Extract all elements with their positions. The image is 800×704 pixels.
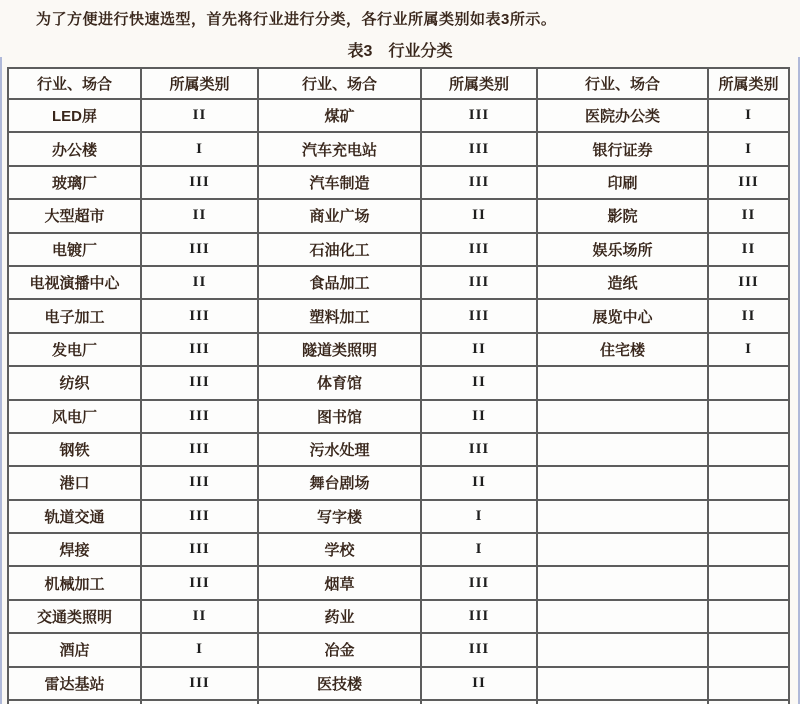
category-cell: III	[141, 366, 258, 399]
industry-cell: 学校	[258, 533, 421, 566]
industry-cell: 冶金	[258, 633, 421, 666]
header-industry-1: 行业、场合	[8, 68, 141, 99]
category-cell: II	[421, 199, 537, 232]
industry-cell: 展览中心	[537, 299, 708, 332]
table-row	[8, 633, 789, 666]
category-cell: III	[421, 132, 537, 165]
industry-cell: 印刷	[537, 166, 708, 199]
industry-classification-table	[7, 67, 790, 704]
category-cell	[708, 500, 789, 533]
industry-cell: 纺织	[8, 366, 141, 399]
industry-cell: 电子加工	[8, 299, 141, 332]
industry-cell: 商业广场	[258, 199, 421, 232]
industry-cell: 娱乐场所	[537, 233, 708, 266]
industry-cell: 交通类照明	[8, 600, 141, 633]
category-cell	[141, 700, 258, 704]
category-cell	[708, 533, 789, 566]
industry-cell	[537, 600, 708, 633]
industry-cell	[537, 466, 708, 499]
table-row	[8, 233, 789, 266]
category-cell	[708, 667, 789, 700]
left-edge-line	[0, 57, 2, 704]
industry-cell	[537, 533, 708, 566]
intro-paragraph: 为了方便进行快速选型，首先将行业进行分类，各行业所属类别如表3所示。	[36, 11, 557, 28]
industry-cell	[537, 633, 708, 666]
table-row	[8, 132, 789, 165]
category-cell: III	[421, 566, 537, 599]
category-cell	[708, 466, 789, 499]
industry-cell: 造纸	[537, 266, 708, 299]
table-row	[8, 600, 789, 633]
industry-cell: 体育馆	[258, 366, 421, 399]
industry-cell: 影院	[537, 199, 708, 232]
industry-cell: 电视演播中心	[8, 266, 141, 299]
category-cell	[708, 633, 789, 666]
industry-cell: 煤矿	[258, 99, 421, 132]
table-row	[8, 366, 789, 399]
category-cell: III	[141, 566, 258, 599]
category-cell: I	[421, 500, 537, 533]
category-cell: II	[421, 333, 537, 366]
category-cell: III	[141, 233, 258, 266]
industry-cell	[537, 366, 708, 399]
category-cell: II	[421, 466, 537, 499]
industry-cell: 烟草	[258, 566, 421, 599]
category-cell: III	[141, 500, 258, 533]
table-row	[8, 166, 789, 199]
header-category-1: 所属类别	[141, 68, 258, 99]
industry-cell	[537, 667, 708, 700]
category-cell: II	[421, 667, 537, 700]
category-cell: III	[708, 166, 789, 199]
industry-cell: 医院办公类	[537, 99, 708, 132]
category-cell	[708, 566, 789, 599]
category-cell: III	[421, 433, 537, 466]
industry-cell	[537, 400, 708, 433]
category-cell: II	[421, 400, 537, 433]
table-row	[8, 466, 789, 499]
industry-cell	[537, 700, 708, 704]
industry-cell: 隧道类照明	[258, 333, 421, 366]
industry-cell: 办公楼	[8, 132, 141, 165]
category-cell: III	[421, 633, 537, 666]
table-row	[8, 500, 789, 533]
industry-cell: 塑料加工	[258, 299, 421, 332]
industry-cell: 银行证券	[537, 132, 708, 165]
table-row	[8, 99, 789, 132]
table-row	[8, 667, 789, 700]
industry-cell: 机械加工	[8, 566, 141, 599]
industry-cell: 电镀厂	[8, 233, 141, 266]
category-cell: I	[141, 633, 258, 666]
category-cell	[708, 600, 789, 633]
industry-cell	[258, 700, 421, 704]
category-cell	[421, 700, 537, 704]
category-cell: II	[141, 99, 258, 132]
category-cell: III	[421, 99, 537, 132]
industry-cell	[537, 500, 708, 533]
header-category-3: 所属类别	[708, 68, 789, 99]
industry-cell: 港口	[8, 466, 141, 499]
category-cell: III	[141, 166, 258, 199]
header-industry-2: 行业、场合	[258, 68, 421, 99]
category-cell: II	[708, 299, 789, 332]
category-cell: III	[141, 400, 258, 433]
category-cell	[708, 433, 789, 466]
industry-cell: 钢铁	[8, 433, 141, 466]
industry-cell: 图书馆	[258, 400, 421, 433]
category-cell: I	[141, 132, 258, 165]
table-row	[8, 333, 789, 366]
category-cell	[708, 400, 789, 433]
table-row	[8, 199, 789, 232]
table-row	[8, 700, 789, 704]
table-row	[8, 566, 789, 599]
table-row	[8, 533, 789, 566]
industry-cell: 写字楼	[258, 500, 421, 533]
table-body	[8, 99, 789, 704]
category-cell: III	[141, 466, 258, 499]
industry-cell: 风电厂	[8, 400, 141, 433]
category-cell: III	[141, 333, 258, 366]
industry-cell	[8, 700, 141, 704]
industry-cell: 污水处理	[258, 433, 421, 466]
category-cell: II	[708, 233, 789, 266]
industry-cell: 大型超市	[8, 199, 141, 232]
industry-cell: 石油化工	[258, 233, 421, 266]
industry-cell	[537, 433, 708, 466]
industry-cell: 玻璃厂	[8, 166, 141, 199]
header-industry-3: 行业、场合	[537, 68, 708, 99]
industry-cell: 药业	[258, 600, 421, 633]
industry-cell: 医技楼	[258, 667, 421, 700]
industry-cell	[537, 566, 708, 599]
category-cell: I	[421, 533, 537, 566]
industry-cell: 汽车制造	[258, 166, 421, 199]
table-title: 表3 行业分类	[347, 43, 453, 60]
category-cell: II	[141, 199, 258, 232]
category-cell: I	[708, 333, 789, 366]
industry-cell: 食品加工	[258, 266, 421, 299]
category-cell: III	[421, 299, 537, 332]
category-cell: II	[141, 600, 258, 633]
category-cell: I	[708, 99, 789, 132]
header-category-2: 所属类别	[421, 68, 537, 99]
industry-cell: 焊接	[8, 533, 141, 566]
industry-cell: LED屏	[8, 99, 141, 132]
industry-cell: 发电厂	[8, 333, 141, 366]
category-cell: III	[421, 166, 537, 199]
category-cell: III	[421, 600, 537, 633]
industry-cell: 酒店	[8, 633, 141, 666]
industry-cell: 汽车充电站	[258, 132, 421, 165]
category-cell: II	[708, 199, 789, 232]
category-cell: III	[421, 233, 537, 266]
category-cell: III	[141, 433, 258, 466]
table-row	[8, 400, 789, 433]
category-cell: III	[141, 533, 258, 566]
industry-cell: 住宅楼	[537, 333, 708, 366]
industry-cell: 雷达基站	[8, 667, 141, 700]
table-row	[8, 266, 789, 299]
category-cell: III	[421, 266, 537, 299]
industry-cell: 舞台剧场	[258, 466, 421, 499]
table-row	[8, 299, 789, 332]
industry-cell: 轨道交通	[8, 500, 141, 533]
table-row	[8, 433, 789, 466]
category-cell: III	[708, 266, 789, 299]
category-cell: III	[141, 667, 258, 700]
category-cell: I	[708, 132, 789, 165]
category-cell: II	[421, 366, 537, 399]
category-cell: III	[141, 299, 258, 332]
header-row	[8, 68, 789, 99]
category-cell	[708, 700, 789, 704]
category-cell	[708, 366, 789, 399]
category-cell: II	[141, 266, 258, 299]
